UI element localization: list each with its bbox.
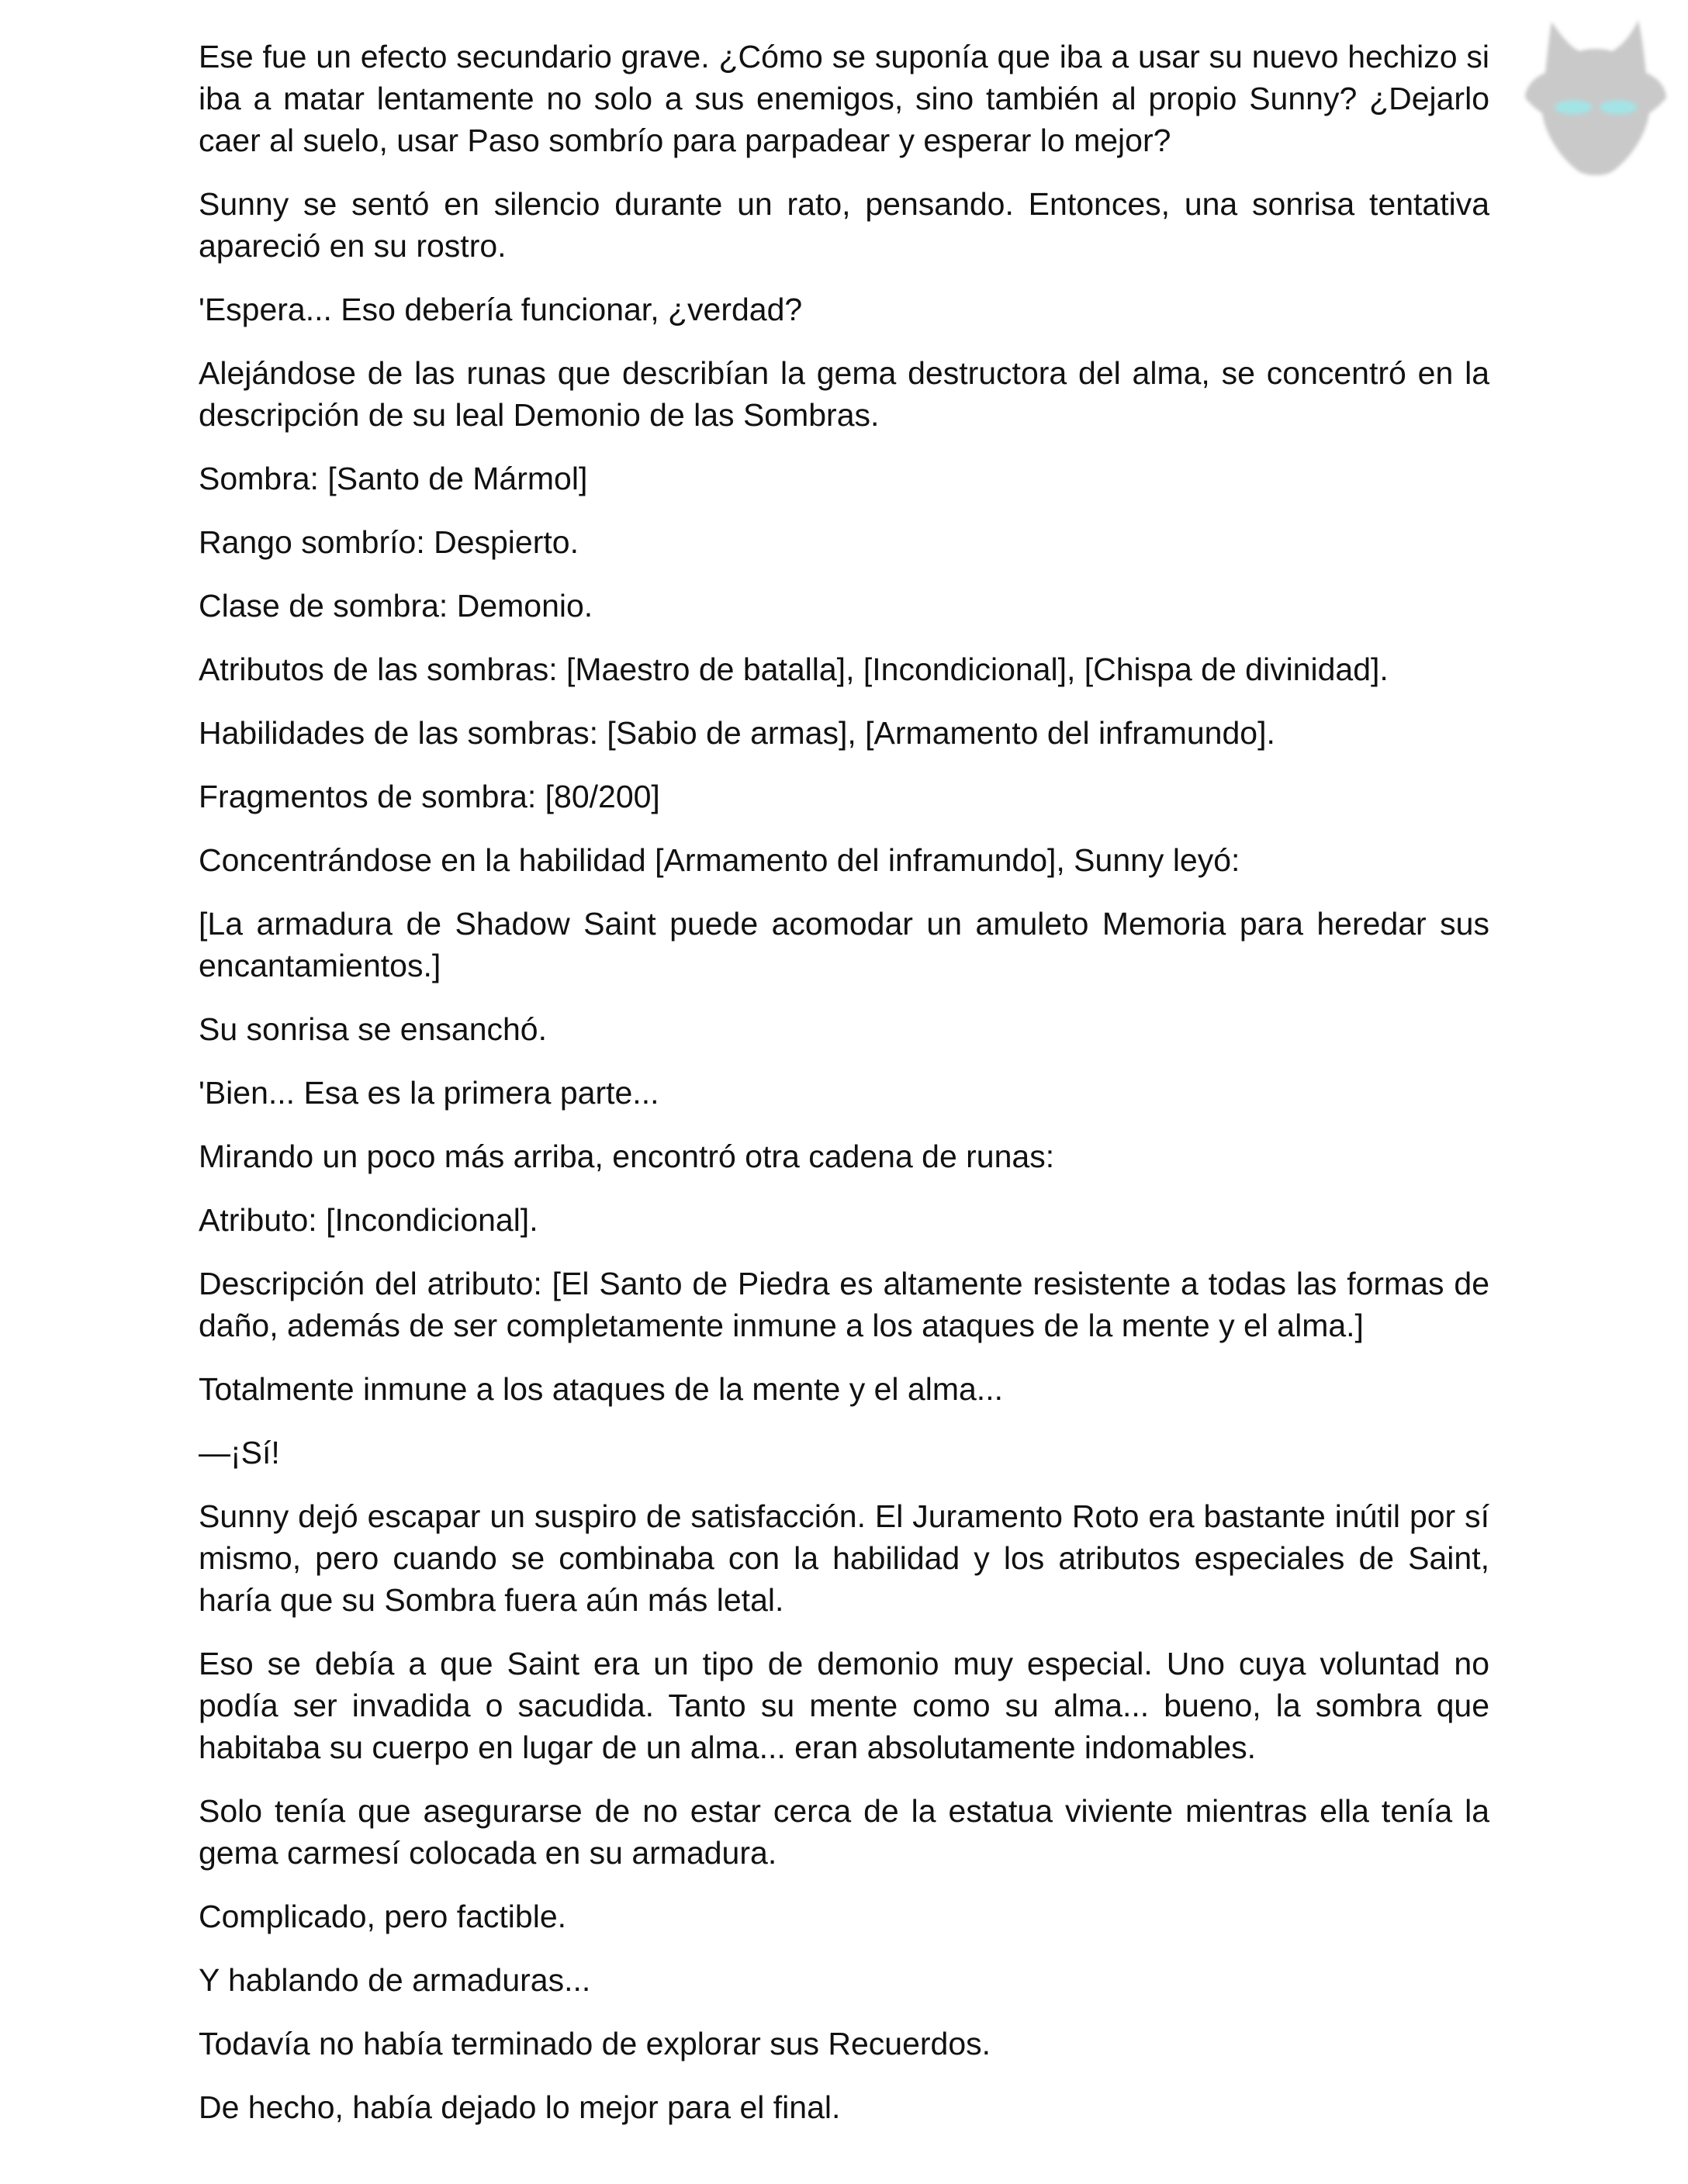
paragraph: Y hablando de armaduras...	[199, 1962, 591, 1998]
paragraph: Sunny dejó escapar un suspiro de satisfacción. El Juramento Roto era bastante inútil por sí mismo, pero cuando se combinaba con la habilidad y los atributos especiales de Saint, haría que su Sombra fuera aún más letal.	[199, 1498, 1489, 1618]
paragraph: Sombra: [Santo de Mármol]	[199, 461, 588, 496]
paragraph: Alejándose de las runas que describían la gema destructora del alma, se concentró en la descripción de su leal Demonio de las Sombras.	[199, 355, 1489, 433]
eye-right-glow	[1600, 100, 1637, 114]
paragraph: 'Espera... Eso debería funcionar, ¿verdad?	[199, 292, 803, 327]
demon-head-icon	[1522, 11, 1669, 189]
paragraph: [La armadura de Shadow Saint puede acomodar un amuleto Memoria para heredar sus encantamientos.]	[199, 906, 1489, 983]
paragraph: Concentrándose en la habilidad [Armamento del inframundo], Sunny leyó:	[199, 842, 1240, 878]
eye-left-glow	[1555, 100, 1592, 114]
paragraph: Fragmentos de sombra: [80/200]	[199, 779, 660, 814]
paragraph: De hecho, había dejado lo mejor para el final.	[199, 2089, 841, 2125]
demon-silhouette	[1525, 20, 1666, 175]
paragraph: Complicado, pero factible.	[199, 1899, 567, 1934]
demon-head-shape	[1525, 20, 1666, 175]
paragraph: Eso se debía a que Saint era un tipo de demonio muy especial. Uno cuya voluntad no podía ser invadida o sacudida. Tanto su mente como su alma... bueno, la sombra que habitaba su cuerpo en lugar de un alma... eran absolutamente indomables.	[199, 1646, 1489, 1765]
paragraph: Ese fue un efecto secundario grave. ¿Cómo se suponía que iba a usar su nuevo hechizo si iba a matar lentamente no solo a sus enemigos, sino también al propio Sunny? ¿Dejarlo caer al suelo, usar Paso sombrío para parpadear y esperar lo mejor?	[199, 39, 1489, 158]
paragraph: Habilidades de las sombras: [Sabio de armas], [Armamento del inframundo].	[199, 715, 1275, 751]
paragraph: Todavía no había terminado de explorar sus Recuerdos.	[199, 2026, 991, 2061]
paragraph: Descripción del atributo: [El Santo de Piedra es altamente resistente a todas las formas de daño, además de ser completamente inmune a los ataques de la mente y el alma.]	[199, 1266, 1489, 1343]
paragraph: Clase de sombra: Demonio.	[199, 588, 593, 624]
paragraph: Su sonrisa se ensanchó.	[199, 1011, 547, 1047]
paragraph: Mirando un poco más arriba, encontró otra cadena de runas:	[199, 1139, 1055, 1174]
paragraph: Solo tenía que asegurarse de no estar cerca de la estatua viviente mientras ella tenía la gema carmesí colocada en su armadura.	[199, 1793, 1489, 1871]
paragraph: Atributos de las sombras: [Maestro de batalla], [Incondicional], [Chispa de divinidad].	[199, 651, 1389, 687]
paragraph: Atributo: [Incondicional].	[199, 1202, 538, 1238]
paragraph: Totalmente inmune a los ataques de la mente y el alma...	[199, 1371, 1003, 1407]
document-body	[199, 36, 1489, 2128]
paragraph: 'Bien... Esa es la primera parte...	[199, 1075, 659, 1111]
paragraph: Sunny se sentó en silencio durante un rato, pensando. Entonces, una sonrisa tentativa apareció en su rostro.	[199, 186, 1489, 264]
paragraph: Rango sombrío: Despierto.	[199, 524, 579, 560]
paragraph: —¡Sí!	[199, 1435, 280, 1470]
